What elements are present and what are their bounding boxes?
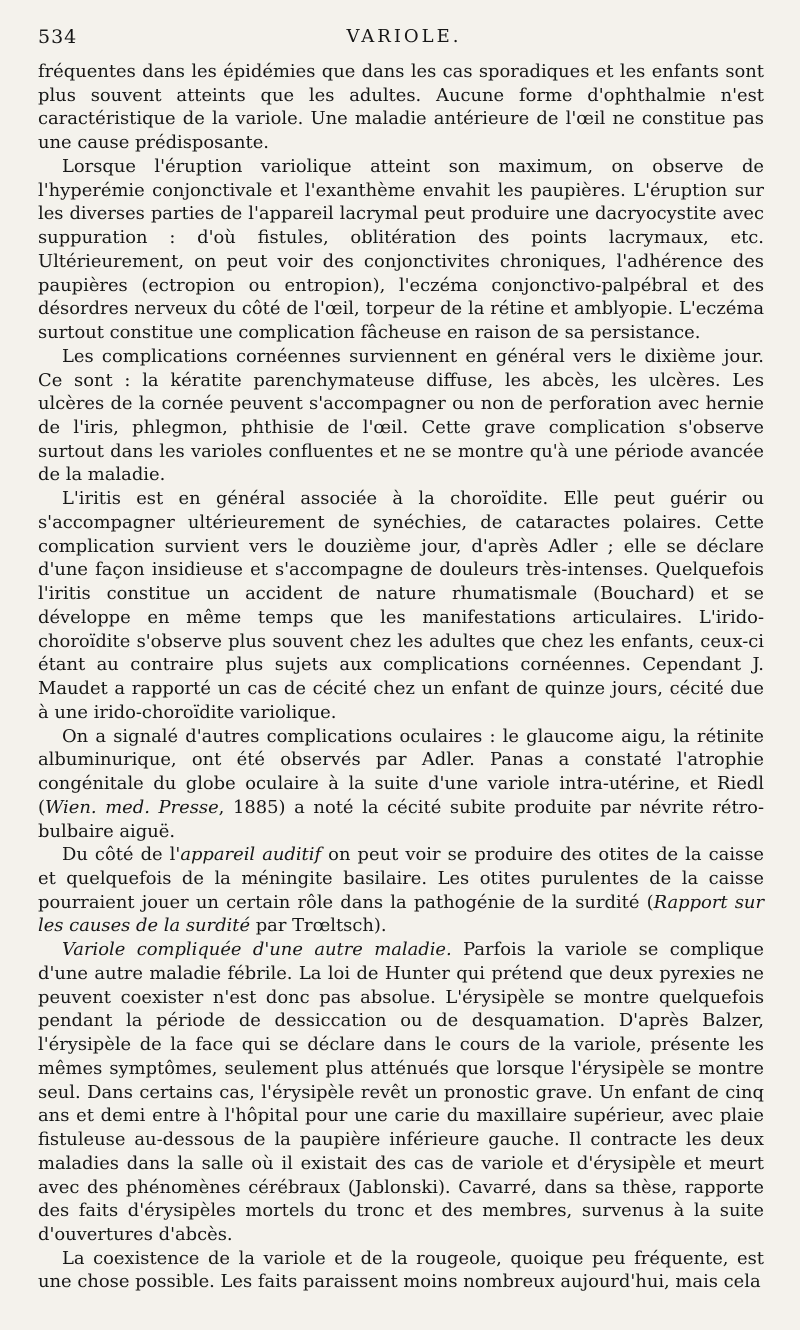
paragraph [38, 725, 764, 844]
text-run: On a signalé d'autres complications oculaires : le glaucome aigu, la rétinite albuminurique, ont été observés par Adler. Panas a constaté l'atrophie congénitale du globe oculaire à la suite d'une variole intra-utérine, et Riedl ( [38, 725, 764, 818]
text-run: on peut voir se produire des otites de la caisse et quelquefois de la méningite basilaire. Les otites purulentes de la caisse pourraient jouer un certain rôle dans la pathogénie de la surdité ( [38, 844, 764, 913]
paragraph [38, 60, 764, 155]
italic-text: Wien. med. Presse [44, 796, 219, 818]
text-run: Lorsque l'éruption variolique atteint son maximum, on observe de l'hyperémie conjonctivale et l'exanthème envahit les paupières. L'éruption sur les diverses parties de l'appareil lacrymal peut produire une dacryocystite avec suppuration : d'où fistules, oblitération des points lacrymaux, etc. Ultérieurement, on peut voir des conjonctivites chroniques, l'adhérence des paupières (ectropion ou entropion), l'eczéma conjonctivo-palpébral et des désordres nerveux du côté de l'œil, torpeur de la rétine et amblyopie. L'eczéma surtout constitue une complication fâcheuse en raison de sa persistance. [38, 155, 764, 344]
running-head: VARIOLE. [346, 26, 462, 47]
paragraph [38, 938, 764, 1247]
body-text [38, 60, 764, 1294]
text-run: Les complications cornéennes surviennent en général vers le dixième jour. Ce sont : la kératite parenchymateuse diffuse, les abcès, les ulcères. Les ulcères de la cornée peuvent s'accompagner ou non de perforation avec hernie de l'iris, phlegmon, phthisie de l'œil. Cette grave complication s'observe surtout dans les varioles confluentes et ne se montre qu'à une période avancée de la maladie. [38, 345, 764, 486]
text-run: par Trœltsch). [250, 915, 387, 937]
text-run: , 1885) a noté la cécité subite produite par névrite rétro-bulbaire aiguë. [38, 796, 764, 842]
page-number: 534 [38, 26, 78, 48]
italic-text: Variole compliquée d'une autre maladie. [62, 939, 452, 961]
paragraph [38, 487, 764, 724]
paragraph [38, 843, 764, 938]
italic-text: Rapport sur les causes de la surdité [38, 891, 764, 937]
paragraph [38, 1247, 764, 1294]
italic-text: appareil auditif [180, 844, 322, 866]
text-run: fréquentes dans les épidémies que dans les cas sporadiques et les enfants sont plus souvent atteints que les adultes. Aucune forme d'ophthalmie n'est caractéristique de la variole. Une maladie antérieure de l'œil ne constitue pas une cause prédisposante. [38, 61, 764, 154]
text-run: L'iritis est en général associée à la choroïdite. Elle peut guérir ou s'accompagner ultérieurement de synéchies, de cataractes polaires. Cette complication survient vers le douzième jour, d'après Adler ; elle se déclare d'une façon insidieuse et s'accompagne de douleurs très-intenses. Quelquefois l'iritis constitue un accident de nature rhumatismale (Bouchard) et se développe en même temps que les manifestations articulaires. L'irido-choroïdite s'observe plus souvent chez les adultes que chez les enfants, ceux-ci étant au contraire plus sujets aux complications cornéennes. Cependant J. Maudet a rapporté un cas de cécité chez un enfant de quinze jours, cécité due à une irido-choroïdite variolique. [38, 488, 764, 723]
paragraph [38, 345, 764, 487]
text-run: Du côté de l' [62, 844, 181, 866]
text-run: La coexistence de la variole et de la rougeole, quoique peu fréquente, est une chose possible. Les faits paraissent moins nombreux aujourd'hui, mais cela [38, 1247, 764, 1293]
text-run: Parfois la variole se complique d'une autre maladie fébrile. La loi de Hunter qui prétend que deux pyrexies ne peuvent coexister n'est donc pas absolue. L'érysipèle se montre quelquefois pendant la période de dessiccation ou de desquamation. D'après Balzer, l'érysipèle de la face qui se déclare dans le cours de la variole, présente les mêmes symptômes, seulement plus atténués que lorsque l'érysipèle se montre seul. Dans certains cas, l'érysipèle revêt un pronostic grave. Un enfant de cinq ans et demi entre à l'hôpital pour une carie du maxillaire supérieur, avec plaie fistuleuse au-dessous de la paupière inférieure gauche. Il contracte les deux maladies dans la salle où il existait des cas de variole et d'érysipèle et meurt avec des phénomènes cérébraux (Jablonski). Cavarré, dans sa thèse, rapporte des faits d'érysipèles mortels du tronc et des membres, survenus à la suite d'ouvertures d'abcès. [38, 939, 764, 1245]
page-header [38, 26, 770, 56]
paragraph [38, 155, 764, 345]
